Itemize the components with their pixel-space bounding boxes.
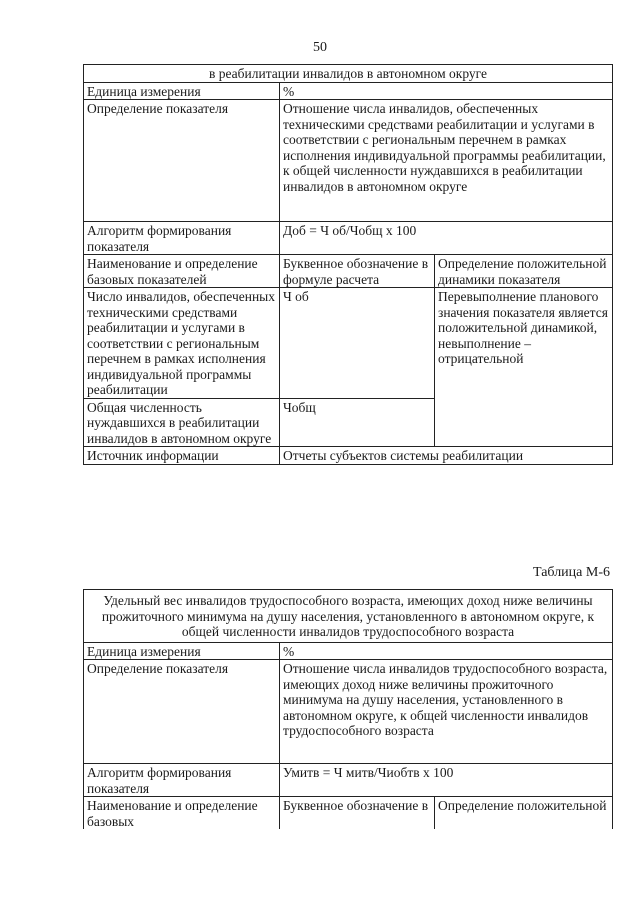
table2-algorithm-label: Алгоритм формирования показателя (84, 764, 280, 797)
table1-unit-value: % (280, 82, 613, 100)
table1-row2-name: Общая численность нуждавшихся в реабилитации инвалидов в автономном округе (84, 398, 280, 447)
table1-row1-name: Число инвалидов, обеспеченных техническими средствами реабилитации и услугами в соответствии с региональным перечнем в рамках исполнения индивидуальной программы реабилитации (84, 288, 280, 399)
page-number: 50 (313, 40, 327, 55)
table2-col-header-name: Наименование и определение базовых (84, 797, 280, 830)
indicator-table-2 (83, 589, 613, 829)
table2-definition-value: Отношение числа инвалидов трудоспособного возраста, имеющих доход ниже величины прожиточного минимума на душу населения, установленного в автономном округе, к общей численности инвалидов трудоспособного возраста (280, 660, 613, 764)
table1-algorithm-value: Доб = Ч об/Чобщ х 100 (280, 222, 613, 255)
table1-algorithm-label: Алгоритм формирования показателя (84, 222, 280, 255)
table1-dynamics: Перевыполнение планового значения показателя является положительной динамикой, невыполнение – отрицательной (435, 288, 613, 447)
table1-row2-symbol: Чобщ (280, 398, 435, 447)
table2-algorithm-value: Умитв = Ч митв/Чиобтв х 100 (280, 764, 613, 797)
table2-caption: Таблица М-6 (533, 565, 610, 580)
table2-header: Удельный вес инвалидов трудоспособного возраста, имеющих доход ниже величины прожиточного минимума на душу населения, установленного в автономном округе, к общей численности инвалидов трудоспособного возраста (84, 590, 613, 643)
table2-col-header-dynamics: Определение положительной (435, 797, 613, 830)
table2-definition-label: Определение показателя (84, 660, 280, 764)
table1-source-label: Источник информации (84, 447, 280, 465)
table1-row1-symbol: Ч об (280, 288, 435, 399)
table1-header: в реабилитации инвалидов в автономном округе (84, 65, 613, 83)
table1-definition-label: Определение показателя (84, 100, 280, 222)
table2-unit-label: Единица измерения (84, 642, 280, 660)
table2-col-header-symbol: Буквенное обозначение в (280, 797, 435, 830)
table1-unit-label: Единица измерения (84, 82, 280, 100)
table2-unit-value: % (280, 642, 613, 660)
table1-source-value: Отчеты субъектов системы реабилитации (280, 447, 613, 465)
indicator-table-1 (83, 64, 613, 465)
table1-col-header-dynamics: Определение положительной динамики показателя (435, 255, 613, 288)
table1-definition-value: Отношение числа инвалидов, обеспеченных техническими средствами реабилитации и услугами в соответствии с региональным перечнем в рамках исполнения индивидуальной программы реабилитации, к общей численности нуждавшихся в реабилитации инвалидов в автономном округе (280, 100, 613, 222)
table1-col-header-name: Наименование и определение базовых показателей (84, 255, 280, 288)
table1-col-header-symbol: Буквенное обозначение в формуле расчета (280, 255, 435, 288)
